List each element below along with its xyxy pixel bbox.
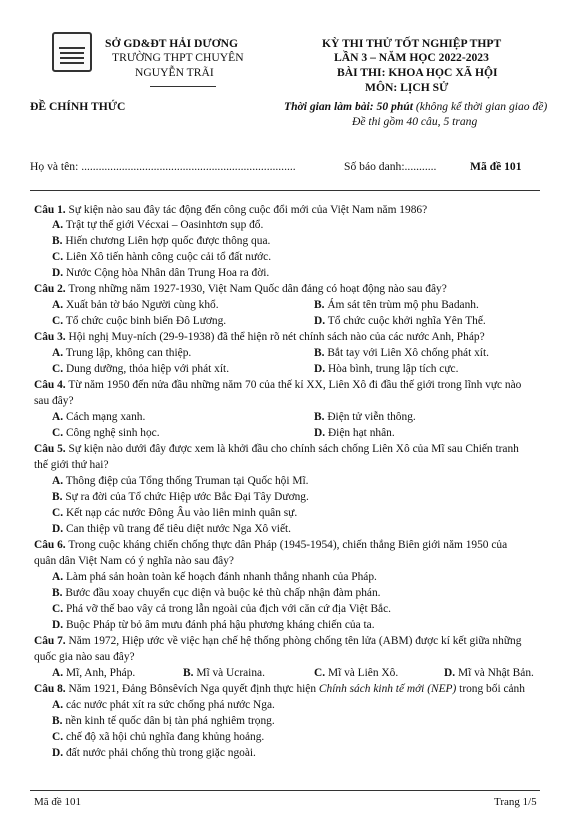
option-5d: D. Can thiệp vũ trang để tiêu diệt nước Nga Xô viết. — [52, 523, 292, 535]
footer-page: Trang 1/5 — [494, 796, 537, 808]
question-3: Câu 3. Hội nghị Muy-ních (29-9-1938) đã thể hiện rõ nét chính sách nào của các nước Anh, Pháp? — [34, 331, 485, 343]
option-3b: B. Bắt tay với Liên Xô chống phát xít. — [314, 347, 489, 359]
option-5c: C. Kết nạp các nước Đông Âu vào liên minh quân sự. — [52, 507, 298, 519]
paper-name: BÀI THI: KHOA HỌC XÃ HỘI — [337, 66, 498, 79]
option-1c: C. Liên Xô tiến hành công cuộc cải tổ đất nước. — [52, 251, 272, 263]
option-3d: D. Hòa bình, trung lập tích cực. — [314, 363, 459, 375]
time-bold: Thời gian làm bài: 50 phút — [284, 100, 413, 113]
option-6a: A. Làm phá sản hoàn toàn kế hoạch đánh nhanh thắng nhanh của Pháp. — [52, 571, 377, 583]
option-1a: A. Trật tự thế giới Vécxai – Oasinhtơn sụp đổ. — [52, 219, 264, 231]
option-8a: A. các nước phát xít ra sức chống phá nước Nga. — [52, 699, 275, 711]
subject-name: MÔN: LỊCH SỬ — [365, 81, 449, 94]
option-8d: D. đất nước phải chống thù trong giặc ngoài. — [52, 747, 256, 759]
option-7a: A. Mĩ, Anh, Pháp. — [52, 667, 136, 679]
option-4d: D. Điện hạt nhân. — [314, 427, 395, 439]
question-4: Câu 4. Từ năm 1950 đến nửa đầu những năm 70 của thế kỉ XX, Liên Xô đi đầu thế giới trong lĩnh vực nào — [34, 379, 522, 391]
question-1: Câu 1. Sự kiện nào sau đây tác động đến công cuộc đổi mới của Việt Nam năm 1986? — [34, 204, 428, 216]
option-2b: B. Ám sát tên trùm mộ phu Badanh. — [314, 299, 479, 311]
footer-divider — [30, 790, 540, 791]
footer-code: Mã đề 101 — [34, 796, 82, 808]
option-6d: D. Buộc Pháp từ bỏ âm mưu đánh phá hậu phương kháng chiến của ta. — [52, 619, 375, 631]
question-5-cont: thế giới thứ hai? — [34, 459, 109, 471]
option-6b: B. Bước đầu xoay chuyển cục diện và buộc kẻ thù chấp nhận đàm phán. — [52, 587, 381, 599]
option-5b: B. Sự ra đời của Tổ chức Hiệp ước Bắc Đại Tây Dương. — [52, 491, 309, 503]
question-6: Câu 6. Trong cuộc kháng chiến chống thực dân Pháp (1945-1954), chiến thắng Biên giới năm 1950 của — [34, 539, 508, 551]
option-4c: C. Công nghệ sinh học. — [52, 427, 160, 439]
school-logo-icon — [52, 32, 92, 72]
candidate-id-field: Số báo danh:........... — [344, 160, 437, 173]
question-4-cont: sau đây? — [34, 395, 74, 407]
option-2a: A. Xuất bản tờ báo Người cùng khổ. — [52, 299, 219, 311]
exam-code: Mã đề 101 — [470, 160, 522, 173]
option-2c: C. Tổ chức cuộc binh biến Đô Lương. — [52, 315, 227, 327]
option-3a: A. Trung lập, không can thiệp. — [52, 347, 192, 359]
exam-title: KỲ THI THỬ TỐT NGHIỆP THPT — [322, 37, 502, 50]
school-name-line2: NGUYỄN TRÃI — [135, 66, 214, 79]
question-7: Câu 7. Năm 1972, Hiệp ước về việc hạn chế hệ thống phòng chống tên lửa (ABM) được kí kết giữa những — [34, 635, 522, 647]
option-8c: C. chế độ xã hội chủ nghĩa đang khủng hoảng. — [52, 731, 265, 743]
question-6-cont: quân dân Việt Nam có ý nghĩa nào sau đây? — [34, 555, 234, 567]
option-1b: B. Hiến chương Liên hợp quốc được thông qua. — [52, 235, 271, 247]
option-7d: D. Mĩ và Nhật Bản. — [444, 667, 534, 679]
page-count: Đề thi gồm 40 câu, 5 trang — [352, 115, 478, 128]
official-label: ĐỀ CHÍNH THỨC — [30, 100, 126, 113]
option-3c: C. Dung dưỡng, thỏa hiệp với phát xít. — [52, 363, 230, 375]
option-5a: A. Thông điệp của Tổng thống Truman tại Quốc hội Mĩ. — [52, 475, 309, 487]
option-7c: C. Mĩ và Liên Xô. — [314, 667, 399, 679]
question-5: Câu 5. Sự kiện nào dưới đây được xem là khởi đầu cho chính sách chống Liên Xô của Mĩ sau Chiến tranh — [34, 443, 519, 455]
school-name-line1: TRƯỜNG THPT CHUYÊN — [112, 51, 244, 64]
option-6c: C. Phá vỡ thế bao vây cả trong lẫn ngoài của địch với căn cứ địa Việt Bắc. — [52, 603, 392, 615]
header-divider — [150, 86, 216, 87]
question-8: Câu 8. Năm 1921, Đảng Bônsêvích Nga quyết định thực hiện Chính sách kinh tế mới (NEP) trong bối cảnh — [34, 683, 525, 695]
option-7b: B. Mĩ và Ucraina. — [183, 667, 265, 679]
option-1d: D. Nước Cộng hòa Nhân dân Trung Hoa ra đời. — [52, 267, 270, 279]
option-4b: B. Điện tử viễn thông. — [314, 411, 416, 423]
option-8b: B. nền kinh tế quốc dân bị tàn phá nghiêm trọng. — [52, 715, 275, 727]
time-note: (không kể thời gian giao đề) — [415, 100, 548, 113]
candidate-divider — [30, 190, 540, 191]
option-4a: A. Cách mạng xanh. — [52, 411, 146, 423]
question-2: Câu 2. Trong những năm 1927-1930, Việt Nam Quốc dân đảng có hoạt động nào sau đây? — [34, 283, 447, 295]
dept-name: SỞ GD&ĐT HẢI DƯƠNG — [105, 37, 239, 50]
option-2d: D. Tổ chức cuộc khởi nghĩa Yên Thế. — [314, 315, 486, 327]
exam-round: LẦN 3 – NĂM HỌC 2022-2023 — [334, 51, 489, 64]
time-info — [284, 100, 547, 114]
candidate-name-field: Họ và tên: .......................................................................... — [30, 160, 296, 173]
question-7-cont: quốc gia nào sau đây? — [34, 651, 135, 663]
